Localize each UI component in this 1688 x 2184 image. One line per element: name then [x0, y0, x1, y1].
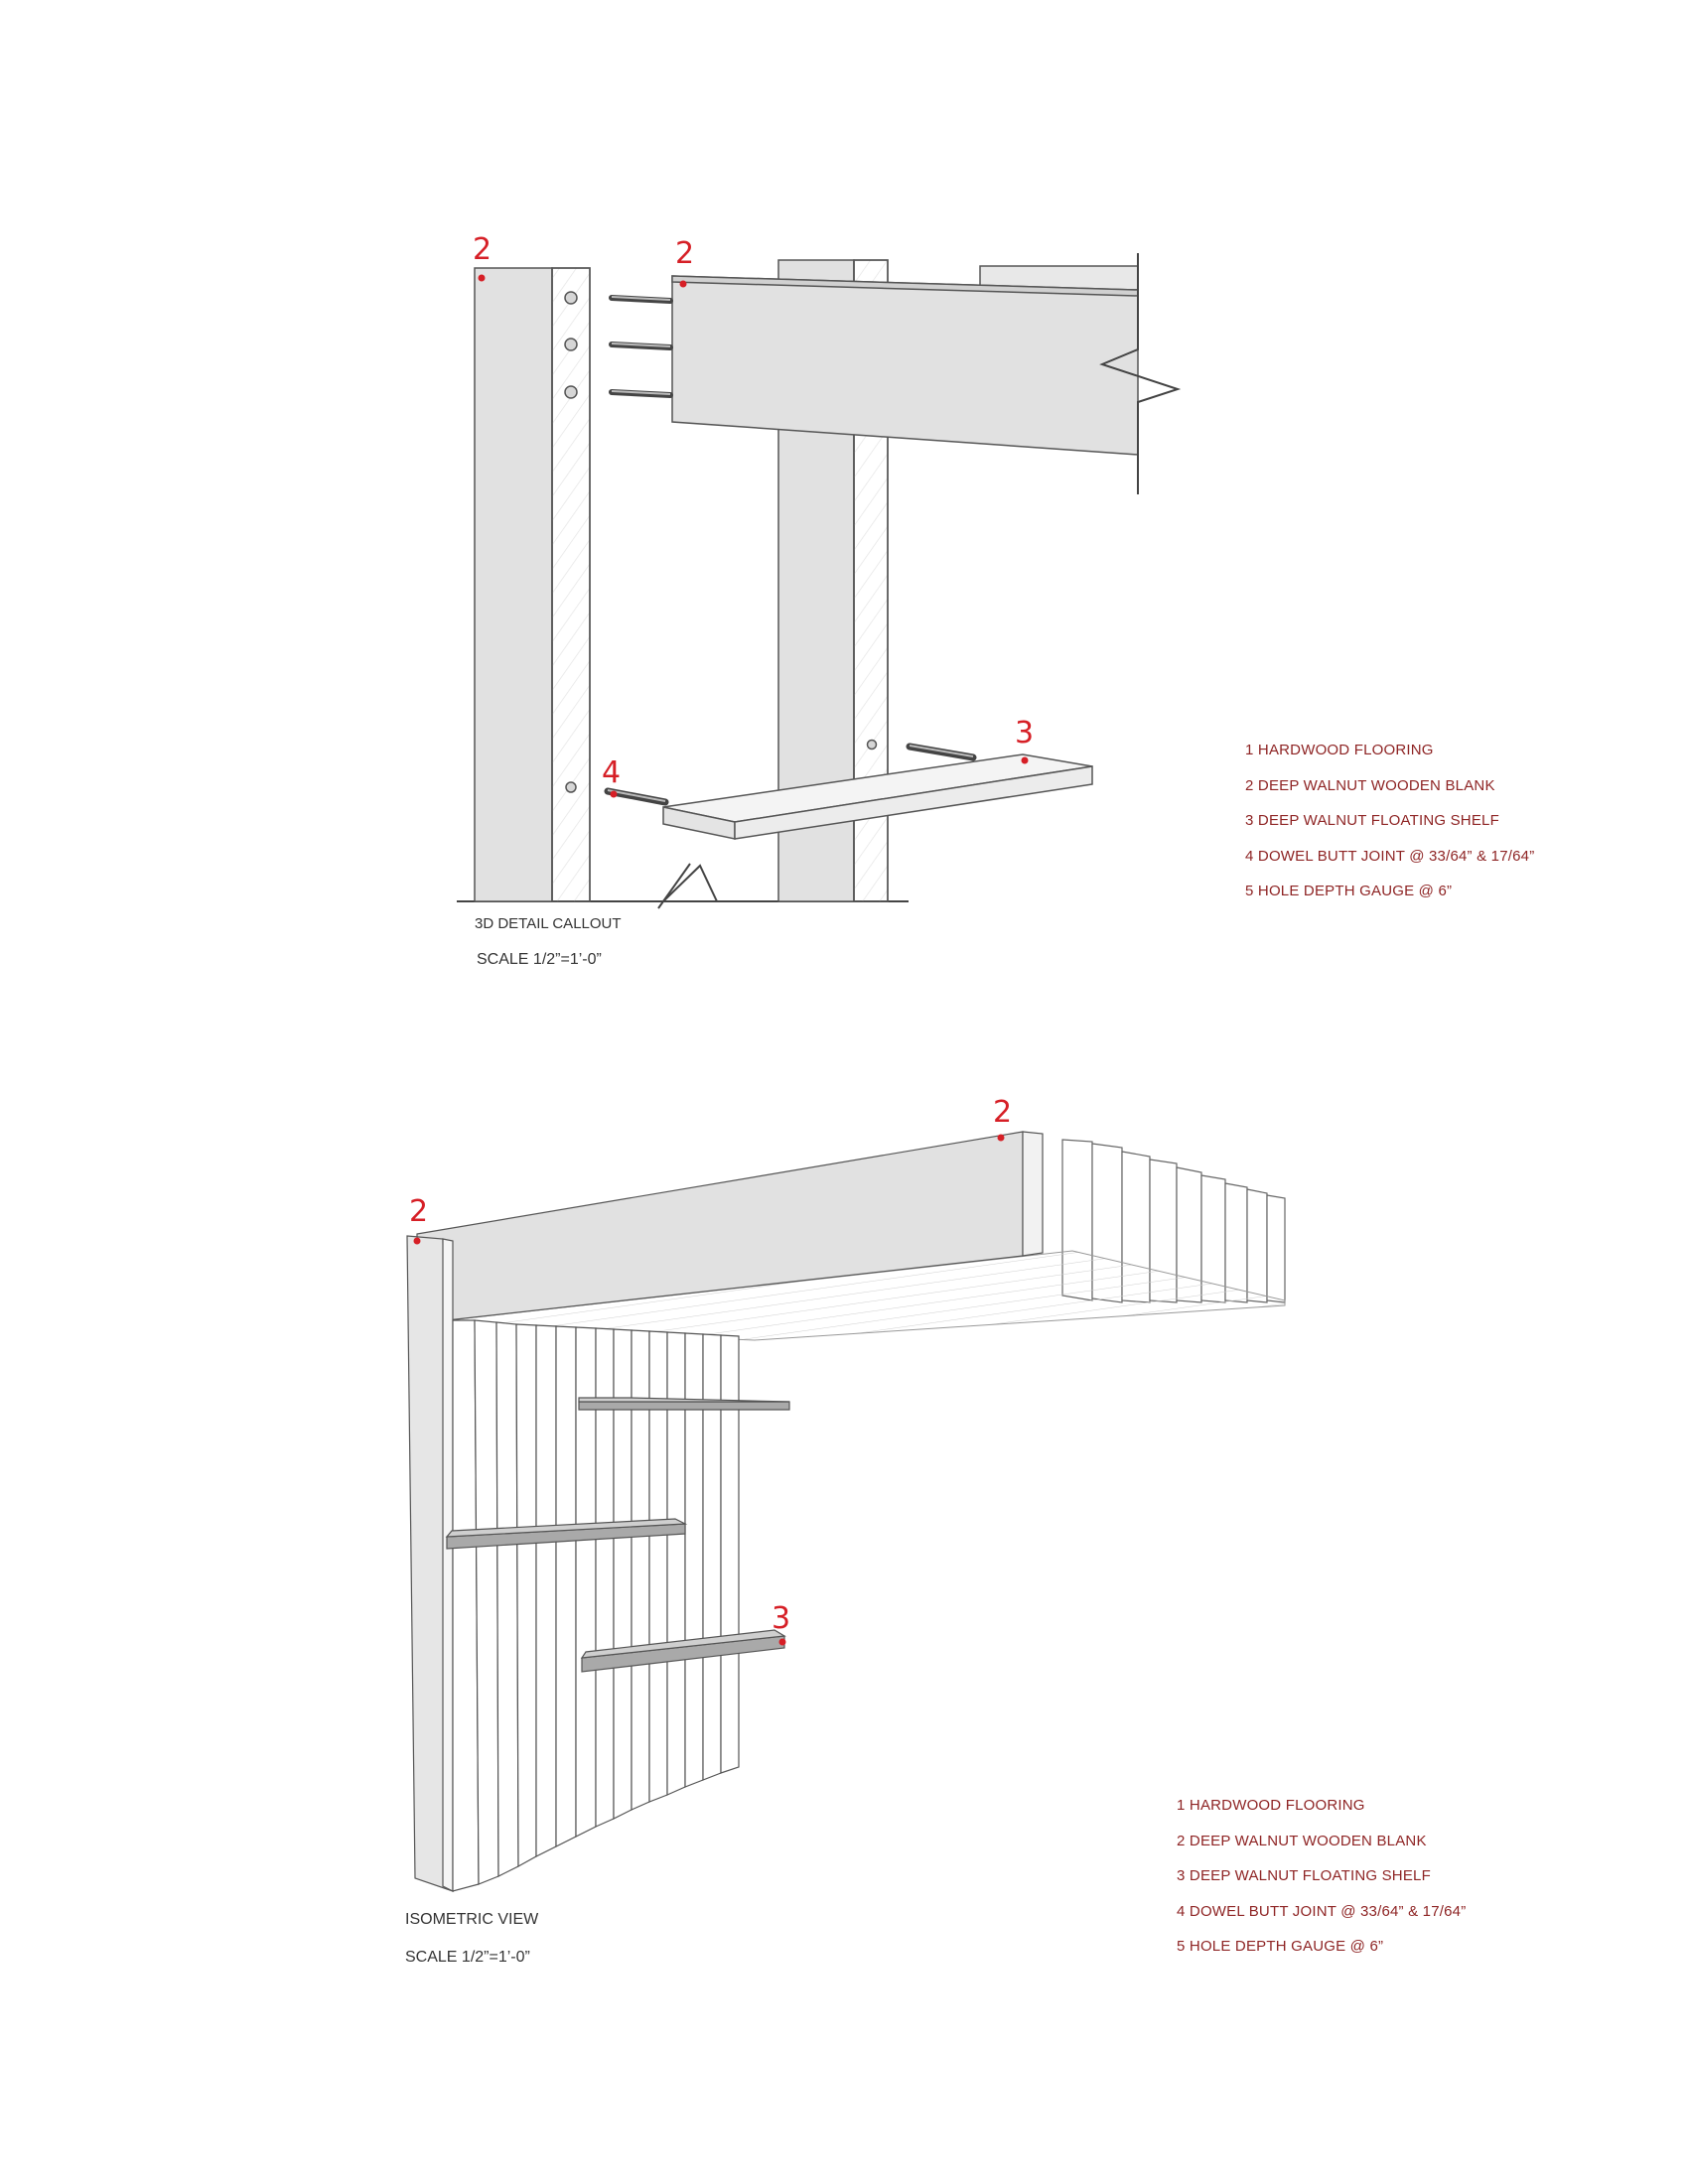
callout-3-iso-shelf: 3: [772, 1601, 791, 1636]
dowel-hole: [566, 782, 576, 792]
legend-item: 2 DEEP WALNUT WOODEN BLANK: [1177, 1832, 1427, 1849]
legend-item: 1 HARDWOOD FLOORING: [1245, 742, 1434, 758]
dowel-hole: [565, 386, 577, 398]
left-post-front: [475, 268, 552, 901]
legend-item: 3 DEEP WALNUT FLOATING SHELF: [1177, 1867, 1431, 1884]
legend-item: 2 DEEP WALNUT WOODEN BLANK: [1245, 776, 1495, 794]
legend-item: 1 HARDWOOD FLOORING: [1177, 1797, 1365, 1814]
callout-2-beam: 2: [675, 236, 695, 271]
callout-2-iso-beam: 2: [993, 1095, 1013, 1130]
beam-front: [672, 276, 1138, 455]
legend-item: 4 DOWEL BUTT JOINT @ 33/64” & 17/64”: [1245, 847, 1535, 865]
iso-title: ISOMETRIC VIEW: [405, 1911, 539, 1928]
callout-2-iso-post: 2: [409, 1194, 429, 1229]
left-post-side: [552, 268, 590, 901]
iso-shelf-top: [579, 1402, 789, 1410]
detail-drawing: [457, 253, 1178, 908]
iso-drawing: [407, 1132, 1285, 1891]
iso-legend: [1177, 1788, 1466, 1965]
dowel-hole: [565, 339, 577, 350]
legend-item: 4 DOWEL BUTT JOINT @ 33/64” & 17/64”: [1177, 1902, 1467, 1920]
callout-3-shelf: 3: [1015, 716, 1035, 751]
legend-item: 5 HOLE DEPTH GAUGE @ 6”: [1177, 1938, 1384, 1955]
legend-item: 5 HOLE DEPTH GAUGE @ 6”: [1245, 883, 1453, 899]
detail-legend: [1245, 733, 1534, 909]
callout-2-left: 2: [473, 232, 492, 267]
legend-item: 3 DEEP WALNUT FLOATING SHELF: [1245, 812, 1499, 829]
detail-title: 3D DETAIL CALLOUT: [475, 915, 622, 932]
iso-scale: SCALE 1/2”=1’-0”: [405, 1949, 530, 1966]
dowel-hole: [565, 292, 577, 304]
dowel-hole: [868, 741, 877, 750]
callout-4-dowel: 4: [602, 755, 622, 790]
detail-scale: SCALE 1/2”=1’-0”: [477, 951, 602, 968]
